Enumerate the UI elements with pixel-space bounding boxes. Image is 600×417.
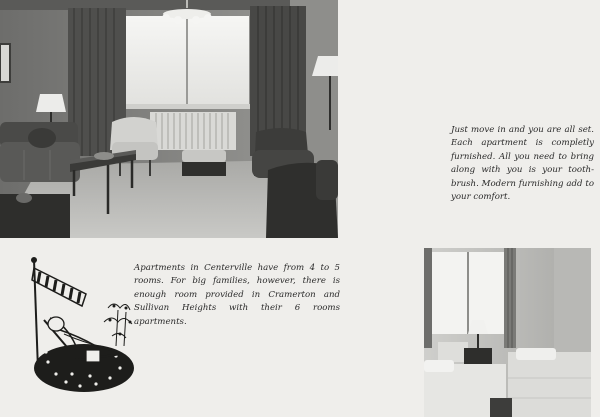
deck-chair-illustration [26, 250, 142, 398]
living-room-photo [0, 0, 338, 238]
furnishing-paragraph: Just move in and you are all set. Each apartment is completly furnished. All you need to bring along with you is your tooth-brush. Modern furnishing add to your comfort. [451, 125, 594, 203]
bedroom-photo [424, 248, 591, 417]
rooms-paragraph: Apartments in Centerville have from 4 to 5 rooms. For big families, however, there is enough room provided in Cramerton and Sullivan Heights with their 6 rooms apartments. [134, 263, 340, 327]
